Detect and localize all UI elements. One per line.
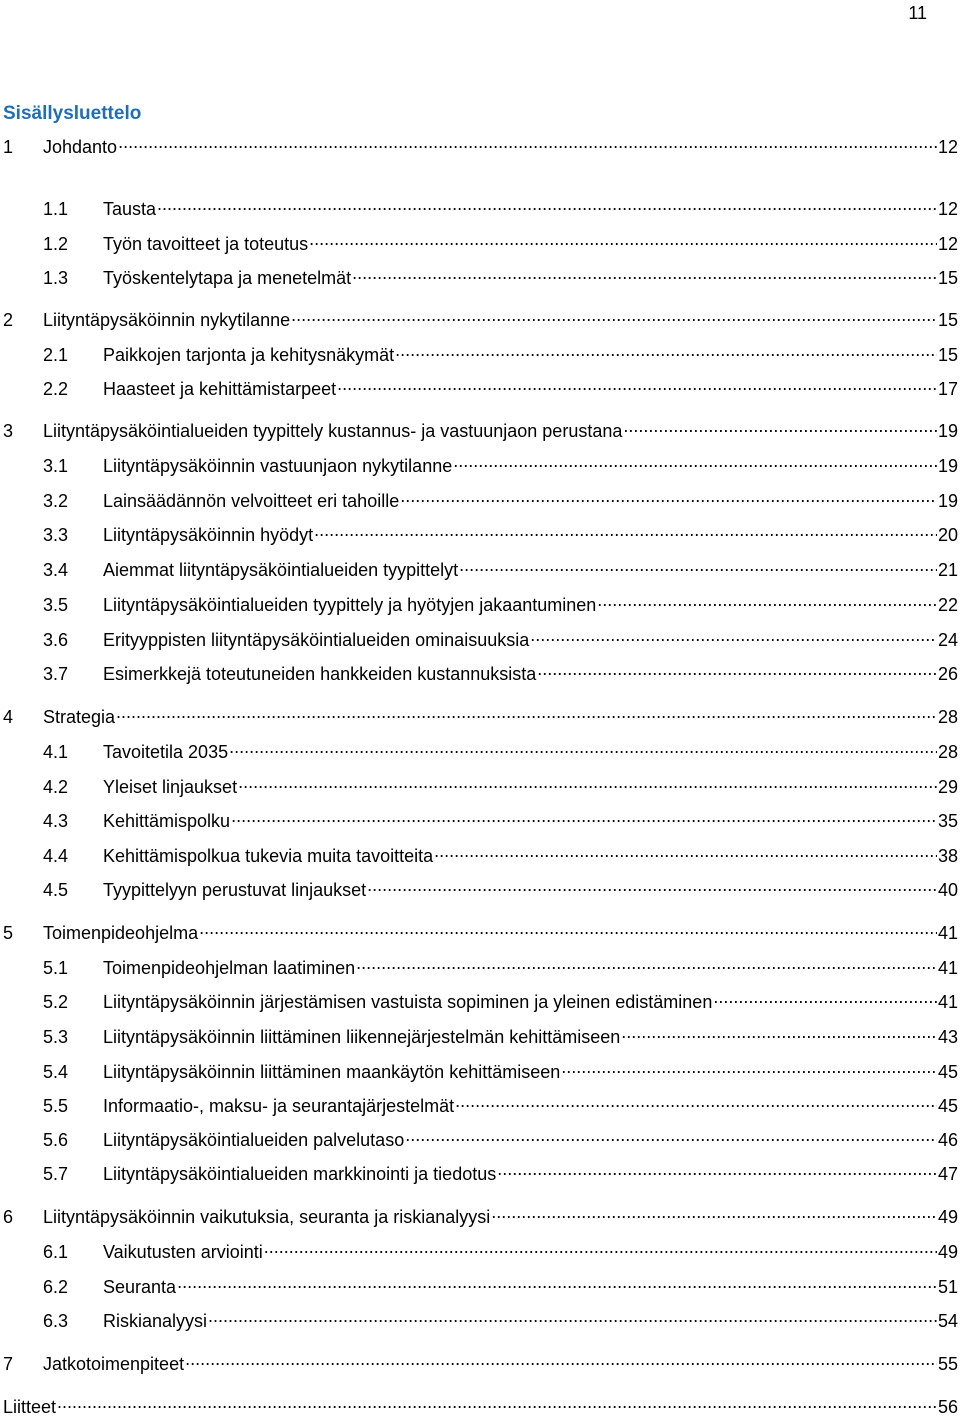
- toc-entry[interactable]: [0, 1021, 958, 1048]
- toc-entry-number: 5: [3, 923, 14, 943]
- toc-entry-title: Liityntäpysäköintialueiden markkinointi ja tiedotus: [103, 1164, 497, 1184]
- toc-entry-number: 4.4: [43, 846, 69, 866]
- toc-entry[interactable]: [0, 658, 958, 685]
- toc-entry-title: Liityntäpysäköinnin järjestämisen vastuista sopiminen ja yleinen edistäminen: [103, 992, 713, 1012]
- toc-entry-number: 4.3: [43, 811, 69, 831]
- toc-entry-number: 6.1: [43, 1242, 69, 1262]
- toc-entry-number: 3.7: [43, 664, 69, 684]
- dot-leader: [264, 1236, 937, 1258]
- toc-entry[interactable]: [0, 1090, 958, 1117]
- toc-entry[interactable]: [0, 1348, 958, 1375]
- dot-leader: [621, 1021, 937, 1043]
- toc-entry-title: Vaikutusten arviointi: [103, 1242, 263, 1262]
- toc-entry-number: 5.5: [43, 1096, 69, 1116]
- toc-entry-page: 45: [937, 1096, 958, 1116]
- toc-entry-number: 4.5: [43, 880, 69, 900]
- toc-entry-number: 5.2: [43, 992, 69, 1012]
- toc-entry-title: Aiemmat liityntäpysäköintialueiden tyypittelyt: [103, 560, 459, 580]
- toc-entry[interactable]: [0, 874, 958, 901]
- toc-entry[interactable]: [0, 228, 958, 255]
- dot-leader: [367, 874, 937, 896]
- toc-entry-title: Jatkotoimenpiteet: [43, 1354, 185, 1374]
- dot-leader: [309, 228, 937, 250]
- toc-entry-number: 5.1: [43, 958, 69, 978]
- toc-entry-title: Kehittämispolkua tukevia muita tavoitteita: [103, 846, 434, 866]
- toc-entry-title: Työskentelytapa ja menetelmät: [103, 268, 352, 288]
- toc-entry[interactable]: [0, 1391, 958, 1418]
- toc-entry-title: Tausta: [103, 199, 157, 219]
- toc-entry-page: 21: [937, 560, 958, 580]
- toc-entry-page: 15: [937, 310, 958, 330]
- toc-entry-title: Liityntäpysäköinnin liittäminen liikennejärjestelmän kehittämiseen: [103, 1027, 621, 1047]
- toc-entry-page: 45: [937, 1062, 958, 1082]
- toc-entry-number: 1.3: [43, 268, 69, 288]
- dot-leader: [229, 736, 937, 758]
- toc-entry-number: 5.4: [43, 1062, 69, 1082]
- dot-leader: [713, 986, 937, 1008]
- dot-leader: [116, 701, 937, 723]
- dot-leader: [118, 131, 937, 153]
- toc-entry-number: 5.7: [43, 1164, 69, 1184]
- toc-entry-number: 3.1: [43, 456, 69, 476]
- toc-entry[interactable]: [0, 554, 958, 581]
- dot-leader: [453, 450, 937, 472]
- toc-entry-number: 2.2: [43, 379, 69, 399]
- toc-entry-page: 49: [937, 1207, 958, 1227]
- toc-entry-number: 3.5: [43, 595, 69, 615]
- toc-entry-number: 4: [3, 707, 14, 727]
- toc-entry-title: Seuranta: [103, 1277, 177, 1297]
- toc-entry-page: 19: [937, 456, 958, 476]
- toc-entry-page: 26: [937, 664, 958, 684]
- toc-entry-page: 41: [937, 992, 958, 1012]
- toc-entry[interactable]: [0, 589, 958, 616]
- toc-entry-page: 47: [937, 1164, 958, 1184]
- toc-entry-page: 12: [937, 137, 958, 157]
- toc-entry[interactable]: [0, 917, 958, 944]
- toc-entry[interactable]: [0, 131, 958, 158]
- toc-entry[interactable]: [0, 193, 958, 220]
- dot-leader: [530, 624, 937, 646]
- toc-entry-title: Johdanto: [43, 137, 118, 157]
- toc-entry[interactable]: [0, 304, 958, 331]
- toc-entry-page: 40: [937, 880, 958, 900]
- toc-entry-title: Informaatio-, maksu- ja seurantajärjestelmät: [103, 1096, 455, 1116]
- toc-entry-page: 46: [937, 1130, 958, 1150]
- toc-entry[interactable]: [0, 415, 958, 442]
- dot-leader: [561, 1056, 937, 1078]
- toc-entry-number: 1.2: [43, 234, 69, 254]
- toc-entry-title: Tyypittelyyn perustuvat linjaukset: [103, 880, 367, 900]
- toc-entry[interactable]: [0, 519, 958, 546]
- toc-entry-title: Liityntäpysäköintialueiden tyypittely kustannus- ja vastuunjaon perustana: [43, 421, 623, 441]
- toc-entry-number: 3.6: [43, 630, 69, 650]
- toc-entry-page: 43: [937, 1027, 958, 1047]
- toc-entry-page: 55: [937, 1354, 958, 1374]
- toc-entry[interactable]: [0, 1236, 958, 1263]
- dot-leader: [199, 917, 937, 939]
- dot-leader: [238, 771, 937, 793]
- dot-leader: [623, 415, 937, 437]
- toc-entry-title: Haasteet ja kehittämistarpeet: [103, 379, 337, 399]
- toc-entry-number: 1.1: [43, 199, 69, 219]
- dot-leader: [491, 1201, 937, 1223]
- toc-entry[interactable]: [0, 1271, 958, 1298]
- toc-entry-page: 19: [937, 421, 958, 441]
- toc-entry-title: Riskianalyysi: [103, 1311, 208, 1331]
- dot-leader: [337, 373, 937, 395]
- dot-leader: [395, 339, 937, 361]
- toc-entry-title: Liityntäpysäköinnin hyödyt: [103, 525, 314, 545]
- dot-leader: [352, 262, 937, 284]
- toc-entry-number: 5.3: [43, 1027, 69, 1047]
- dot-leader: [356, 952, 937, 974]
- toc-entry[interactable]: [0, 373, 958, 400]
- toc-entry-number: 7: [3, 1354, 14, 1374]
- toc-entry-page: 35: [937, 811, 958, 831]
- toc-entry-title: Tavoitetila 2035: [103, 742, 229, 762]
- dot-leader: [57, 1391, 937, 1413]
- toc-entry-number: 6: [3, 1207, 14, 1227]
- toc-entry-title: Liityntäpysäköinnin vaikutuksia, seuranta ja riskianalyysi: [43, 1207, 491, 1227]
- toc-entry[interactable]: [0, 1305, 958, 1332]
- toc-entry-page: 54: [937, 1311, 958, 1331]
- dot-leader: [231, 805, 937, 827]
- toc-entry-number: 6.2: [43, 1277, 69, 1297]
- dot-leader: [405, 1124, 937, 1146]
- toc-entry-page: 51: [937, 1277, 958, 1297]
- toc-entry[interactable]: [0, 624, 958, 651]
- toc-entry-number: 2.1: [43, 345, 69, 365]
- toc-entry[interactable]: [0, 485, 958, 512]
- toc-title: Sisällysluettelo: [3, 103, 142, 124]
- toc-entry-page: 29: [937, 777, 958, 797]
- toc-entry-title: Paikkojen tarjonta ja kehitysnäkymät: [103, 345, 395, 365]
- toc-entry-number: 3.4: [43, 560, 69, 580]
- dot-leader: [400, 485, 937, 507]
- toc-entry-title: Liityntäpysäköinnin liittäminen maankäytön kehittämiseen: [103, 1062, 561, 1082]
- toc-entry[interactable]: [0, 840, 958, 867]
- toc-entry[interactable]: [0, 986, 958, 1013]
- toc-entry[interactable]: [0, 262, 958, 289]
- dot-leader: [455, 1090, 937, 1112]
- toc-entry-number: 4.2: [43, 777, 69, 797]
- toc-entry-page: 12: [937, 199, 958, 219]
- toc-entry[interactable]: [0, 805, 958, 832]
- toc-entry-page: 22: [937, 595, 958, 615]
- toc-entry-title: Liityntäpysäköinnin nykytilanne: [43, 310, 291, 330]
- toc-entry-title: Liitteet: [3, 1397, 57, 1417]
- toc-entry[interactable]: [0, 736, 958, 763]
- dot-leader: [157, 193, 937, 215]
- toc-entry-number: 3.2: [43, 491, 69, 511]
- toc-entry[interactable]: [0, 952, 958, 979]
- toc-entry-page: 17: [937, 379, 958, 399]
- dot-leader: [537, 658, 937, 680]
- dot-leader: [185, 1348, 937, 1370]
- toc-entry-title: Lainsäädännön velvoitteet eri tahoille: [103, 491, 400, 511]
- toc-entry[interactable]: [0, 1056, 958, 1083]
- toc-entry-number: 6.3: [43, 1311, 69, 1331]
- toc-entry-number: 3: [3, 421, 14, 441]
- toc-entry-title: Työn tavoitteet ja toteutus: [103, 234, 309, 254]
- toc-entry[interactable]: [0, 339, 958, 366]
- toc-entry-title: Toimenpideohjelman laatiminen: [103, 958, 356, 978]
- toc-entry-page: 28: [937, 707, 958, 727]
- dot-leader: [434, 840, 937, 862]
- toc-entry-title: Yleiset linjaukset: [103, 777, 238, 797]
- toc-entry-page: 49: [937, 1242, 958, 1262]
- toc-entry-page: 15: [937, 268, 958, 288]
- toc-entry-number: 4.1: [43, 742, 69, 762]
- toc-entry-title: Strategia: [43, 707, 116, 727]
- dot-leader: [314, 519, 937, 541]
- toc-entry-page: 15: [937, 345, 958, 365]
- toc-entry[interactable]: [0, 1124, 958, 1151]
- dot-leader: [208, 1305, 937, 1327]
- toc-entry-page: 12: [937, 234, 958, 254]
- toc-entry[interactable]: [0, 450, 958, 477]
- toc-entry-page: 28: [937, 742, 958, 762]
- toc-entry-page: 41: [937, 958, 958, 978]
- toc-entry-number: 1: [3, 137, 14, 157]
- toc-entry-page: 38: [937, 846, 958, 866]
- toc-entry-number: 5.6: [43, 1130, 69, 1150]
- dot-leader: [497, 1158, 937, 1180]
- toc-entry-page: 20: [937, 525, 958, 545]
- toc-entry[interactable]: [0, 1158, 958, 1185]
- toc-entry-number: 3.3: [43, 525, 69, 545]
- dot-leader: [177, 1271, 937, 1293]
- toc-entry-page: 56: [937, 1397, 958, 1417]
- toc-entry-number: 2: [3, 310, 14, 330]
- toc-entry-title: Liityntäpysäköinnin vastuunjaon nykytilanne: [103, 456, 453, 476]
- dot-leader: [291, 304, 937, 326]
- toc-entry[interactable]: [0, 1201, 958, 1228]
- toc-entry-title: Liityntäpysäköintialueiden tyypittely ja hyötyjen jakaantuminen: [103, 595, 597, 615]
- toc-entry-page: 19: [937, 491, 958, 511]
- toc-entry-page: 41: [937, 923, 958, 943]
- toc-entry-title: Toimenpideohjelma: [43, 923, 199, 943]
- toc-entry[interactable]: [0, 771, 958, 798]
- dot-leader: [597, 589, 937, 611]
- toc-entry-title: Esimerkkejä toteutuneiden hankkeiden kustannuksista: [103, 664, 537, 684]
- toc-entry-title: Kehittämispolku: [103, 811, 231, 831]
- toc-entry[interactable]: [0, 701, 958, 728]
- toc-entry-title: Erityyppisten liityntäpysäköintialueiden ominaisuuksia: [103, 630, 530, 650]
- page-number: 11: [908, 3, 927, 23]
- dot-leader: [459, 554, 937, 576]
- toc-entry-page: 24: [937, 630, 958, 650]
- toc-entry-title: Liityntäpysäköintialueiden palvelutaso: [103, 1130, 405, 1150]
